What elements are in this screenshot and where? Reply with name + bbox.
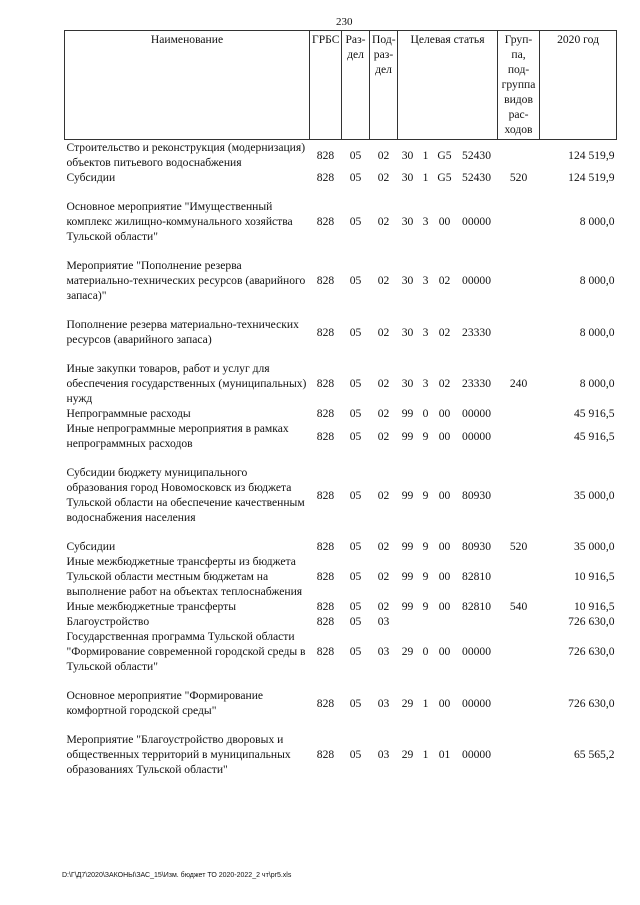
cell-rz: 05 xyxy=(349,748,362,761)
cell-pr: 02 xyxy=(377,377,390,390)
cell-p2: 9 xyxy=(422,429,429,443)
cell-grbs: 828 xyxy=(316,615,335,628)
cell-p4: 00000 xyxy=(462,407,492,420)
cell-rz: 05 xyxy=(349,215,362,228)
cell-pr: 03 xyxy=(377,645,390,658)
cell-p3: 00 xyxy=(438,407,451,420)
cell-p4: 00000 xyxy=(462,645,492,658)
cell-p1 xyxy=(398,614,418,629)
cell-p2: 9 xyxy=(422,570,429,583)
cell-vr xyxy=(498,199,540,244)
cell-pr: 02 xyxy=(377,325,390,339)
cell-rz: 05 xyxy=(349,377,362,390)
table-row xyxy=(65,732,617,777)
cell-p3: 00 xyxy=(438,600,451,613)
cell-grbs: 828 xyxy=(316,600,335,613)
cell-grbs: 828 xyxy=(316,377,335,390)
row-spacer xyxy=(65,674,617,688)
cell-sum: 8 000,0 xyxy=(579,325,615,339)
cell-grbs: 828 xyxy=(316,407,335,420)
cell-sum: 65 565,2 xyxy=(573,748,615,761)
cell-p4: 52430 xyxy=(462,148,492,162)
cell-rz: 05 xyxy=(349,570,362,583)
cell-p3: G5 xyxy=(437,148,452,162)
cell-name: Непрограммные расходы xyxy=(66,407,191,420)
cell-grbs: 828 xyxy=(316,540,335,553)
cell-name: Субсидии xyxy=(66,171,116,184)
cell-sum: 35 000,0 xyxy=(573,488,615,502)
cell-p4: 80930 xyxy=(462,488,492,502)
cell-pr: 03 xyxy=(377,615,390,628)
cell-sum: 726 630,0 xyxy=(568,645,615,658)
cell-p2: 0 xyxy=(422,407,429,420)
cell-vr xyxy=(498,258,540,303)
cell-p2: 9 xyxy=(422,540,429,553)
cell-p4: 23330 xyxy=(462,377,492,390)
row-spacer xyxy=(65,185,617,199)
cell-rz: 05 xyxy=(349,696,362,710)
cell-vr xyxy=(498,465,540,525)
cell-p1: 99 xyxy=(401,429,414,443)
cell-name: Строительство и реконструкция (модернизация) объектов питьевого водоснабжения xyxy=(66,141,306,169)
cell-rz: 05 xyxy=(349,407,362,420)
cell-p1: 99 xyxy=(401,570,414,583)
cell-pr: 03 xyxy=(377,748,390,761)
cell-name: Субсидии бюджету муниципального образования город Новомосковск из бюджета Тульской области на обеспечение качественным водоснабжения населения xyxy=(66,466,305,524)
cell-p4: 82810 xyxy=(462,570,492,583)
table-row xyxy=(65,361,617,406)
cell-sum: 8 000,0 xyxy=(579,215,615,228)
cell-name: Государственная программа Тульской области "Формирование современной городской среды в Тульской области" xyxy=(66,630,306,673)
cell-sum: 45 916,5 xyxy=(573,407,615,420)
cell-p1: 99 xyxy=(401,407,414,420)
cell-vr xyxy=(498,732,540,777)
cell-p4: 00000 xyxy=(462,215,492,228)
cell-sum: 124 519,9 xyxy=(568,148,615,162)
cell-p4: 80930 xyxy=(462,540,492,553)
cell-name: Основное мероприятие "Формирование комфортной городской среды" xyxy=(66,689,264,717)
cell-grbs: 828 xyxy=(316,171,335,184)
cell-sum: 10 916,5 xyxy=(573,570,615,583)
cell-p1: 30 xyxy=(401,325,414,339)
cell-sum: 10 916,5 xyxy=(573,600,615,613)
file-path-footer: D:\Г\Д7\2020\ЗАКОНЫ\ЗАС_15\Изм. бюджет ТО 2020-2022_2 чт\pr5.xls xyxy=(62,872,292,879)
header-grbs: ГРБС xyxy=(310,31,342,140)
cell-grbs: 828 xyxy=(316,488,335,502)
header-name: Наименование xyxy=(65,31,310,140)
cell-vr xyxy=(498,554,540,599)
cell-p1: 29 xyxy=(401,645,414,658)
table-row xyxy=(65,170,617,185)
cell-p3: 00 xyxy=(438,488,451,502)
cell-pr: 02 xyxy=(377,407,390,420)
cell-name: Иные закупки товаров, работ и услуг для обеспечения государственных (муниципальных) нужд xyxy=(66,362,307,405)
cell-grbs: 828 xyxy=(316,215,335,228)
cell-p3: 00 xyxy=(438,696,451,710)
cell-rz: 05 xyxy=(349,274,362,287)
cell-p2: 1 xyxy=(422,148,429,162)
cell-vr xyxy=(498,421,540,451)
cell-p2 xyxy=(418,614,434,629)
cell-p3: 01 xyxy=(438,748,451,761)
table-row xyxy=(65,199,617,244)
cell-name: Иные непрограммные мероприятия в рамках непрограммных расходов xyxy=(66,422,289,450)
cell-p3: G5 xyxy=(437,171,452,184)
cell-vr: 540 xyxy=(509,600,528,613)
cell-p3: 02 xyxy=(438,325,451,339)
cell-p3: 00 xyxy=(438,540,451,553)
cell-p1: 30 xyxy=(401,274,414,287)
cell-p3: 00 xyxy=(438,645,451,658)
cell-pr: 02 xyxy=(377,274,390,287)
cell-sum: 8 000,0 xyxy=(579,377,615,390)
cell-vr xyxy=(498,614,540,629)
cell-p4: 52430 xyxy=(462,171,492,184)
cell-p2: 9 xyxy=(422,488,429,502)
cell-grbs: 828 xyxy=(316,645,335,658)
cell-pr: 03 xyxy=(377,696,390,710)
cell-p2: 9 xyxy=(422,600,429,613)
cell-vr: 520 xyxy=(509,540,528,553)
cell-vr: 520 xyxy=(509,171,528,184)
cell-p3: 02 xyxy=(438,274,451,287)
header-razdel: Раз-дел xyxy=(342,31,370,140)
cell-pr: 02 xyxy=(377,148,390,162)
cell-p1: 29 xyxy=(401,696,414,710)
cell-p3: 02 xyxy=(438,377,451,390)
cell-name: Благоустройство xyxy=(66,615,150,628)
cell-rz: 05 xyxy=(349,615,362,628)
budget-table xyxy=(64,30,617,777)
cell-pr: 02 xyxy=(377,215,390,228)
cell-grbs: 828 xyxy=(316,325,335,339)
cell-name: Субсидии xyxy=(66,540,116,553)
cell-p2: 3 xyxy=(422,325,429,339)
cell-sum: 124 519,9 xyxy=(568,171,615,184)
cell-grbs: 828 xyxy=(316,696,335,710)
cell-vr xyxy=(498,140,540,171)
cell-grbs: 828 xyxy=(316,274,335,287)
cell-vr xyxy=(498,688,540,718)
cell-p4: 00000 xyxy=(462,429,492,443)
cell-p1: 30 xyxy=(401,148,414,162)
cell-p4: 82810 xyxy=(462,600,492,613)
cell-name: Иные межбюджетные трансферты xyxy=(66,600,237,613)
table-row xyxy=(65,317,617,347)
cell-grbs: 828 xyxy=(316,429,335,443)
cell-p1: 30 xyxy=(401,171,414,184)
cell-p3: 00 xyxy=(438,429,451,443)
cell-p4: 23330 xyxy=(462,325,492,339)
row-spacer xyxy=(65,525,617,539)
cell-rz: 05 xyxy=(349,171,362,184)
cell-p4: 00000 xyxy=(462,748,492,761)
cell-pr: 02 xyxy=(377,171,390,184)
cell-p3: 00 xyxy=(438,570,451,583)
cell-p2: 3 xyxy=(422,215,429,228)
cell-sum: 726 630,0 xyxy=(568,696,615,710)
cell-rz: 05 xyxy=(349,148,362,162)
cell-p2: 3 xyxy=(422,377,429,390)
cell-sum: 35 000,0 xyxy=(573,540,615,553)
cell-p2: 1 xyxy=(422,696,429,710)
cell-p1: 99 xyxy=(401,600,414,613)
header-year: 2020 год xyxy=(540,31,617,140)
cell-sum: 726 630,0 xyxy=(568,615,615,628)
cell-pr: 02 xyxy=(377,570,390,583)
table-row xyxy=(65,688,617,718)
row-spacer xyxy=(65,451,617,465)
header-podrazdel: Под-раз-дел xyxy=(370,31,398,140)
row-spacer xyxy=(65,244,617,258)
table-row xyxy=(65,406,617,421)
cell-sum: 45 916,5 xyxy=(573,429,615,443)
table-row xyxy=(65,614,617,629)
row-spacer xyxy=(65,718,617,732)
row-spacer xyxy=(65,347,617,361)
cell-rz: 05 xyxy=(349,488,362,502)
cell-rz: 05 xyxy=(349,540,362,553)
cell-p1: 29 xyxy=(401,748,414,761)
cell-vr xyxy=(498,317,540,347)
cell-p1: 99 xyxy=(401,488,414,502)
cell-p1: 30 xyxy=(401,215,414,228)
row-spacer xyxy=(65,303,617,317)
cell-p4: 00000 xyxy=(462,274,492,287)
cell-pr: 02 xyxy=(377,600,390,613)
cell-name: Пополнение резерва материально-технических ресурсов (аварийного запаса) xyxy=(66,318,299,346)
cell-p1: 30 xyxy=(401,377,414,390)
table-row xyxy=(65,629,617,674)
cell-rz: 05 xyxy=(349,645,362,658)
cell-pr: 02 xyxy=(377,429,390,443)
cell-name: Основное мероприятие "Имущественный комплекс жилищно-коммунального хозяйства Тульской области" xyxy=(66,200,293,243)
cell-p1: 99 xyxy=(401,540,414,553)
cell-p2: 1 xyxy=(422,171,429,184)
cell-p3: 00 xyxy=(438,215,451,228)
cell-rz: 05 xyxy=(349,429,362,443)
header-gruppa: Груп-па, под-группа видов рас-ходов xyxy=(498,31,540,140)
cell-p2: 3 xyxy=(422,274,429,287)
table-row xyxy=(65,465,617,525)
table-row xyxy=(65,599,617,614)
cell-p2: 0 xyxy=(422,645,429,658)
cell-p4: 00000 xyxy=(462,696,492,710)
cell-p3 xyxy=(434,614,456,629)
cell-name: Иные межбюджетные трансферты из бюджета Тульской области местным бюджетам на выполнение работ на объектах теплоснабжения xyxy=(66,555,303,598)
cell-vr xyxy=(498,406,540,421)
table-row xyxy=(65,140,617,171)
table-row xyxy=(65,258,617,303)
cell-sum: 8 000,0 xyxy=(579,274,615,287)
cell-rz: 05 xyxy=(349,600,362,613)
cell-vr xyxy=(498,629,540,674)
cell-vr: 240 xyxy=(509,377,528,390)
cell-grbs: 828 xyxy=(316,748,335,761)
cell-rz: 05 xyxy=(349,325,362,339)
cell-p4 xyxy=(456,614,498,629)
table-row xyxy=(65,421,617,451)
page-number: 230 xyxy=(336,16,353,28)
cell-grbs: 828 xyxy=(316,570,335,583)
table-row xyxy=(65,539,617,554)
cell-grbs: 828 xyxy=(316,148,335,162)
cell-pr: 02 xyxy=(377,488,390,502)
table-row xyxy=(65,554,617,599)
cell-name: Мероприятие "Благоустройство дворовых и общественных территорий в муниципальных образованиях Тульской области" xyxy=(66,733,291,776)
table-header xyxy=(65,31,617,140)
cell-pr: 02 xyxy=(377,540,390,553)
cell-name: Мероприятие "Пополнение резерва материально-технических ресурсов (аварийного запаса)" xyxy=(66,259,306,302)
cell-p2: 1 xyxy=(422,748,429,761)
header-celevaya-statya: Целевая статья xyxy=(398,31,498,140)
